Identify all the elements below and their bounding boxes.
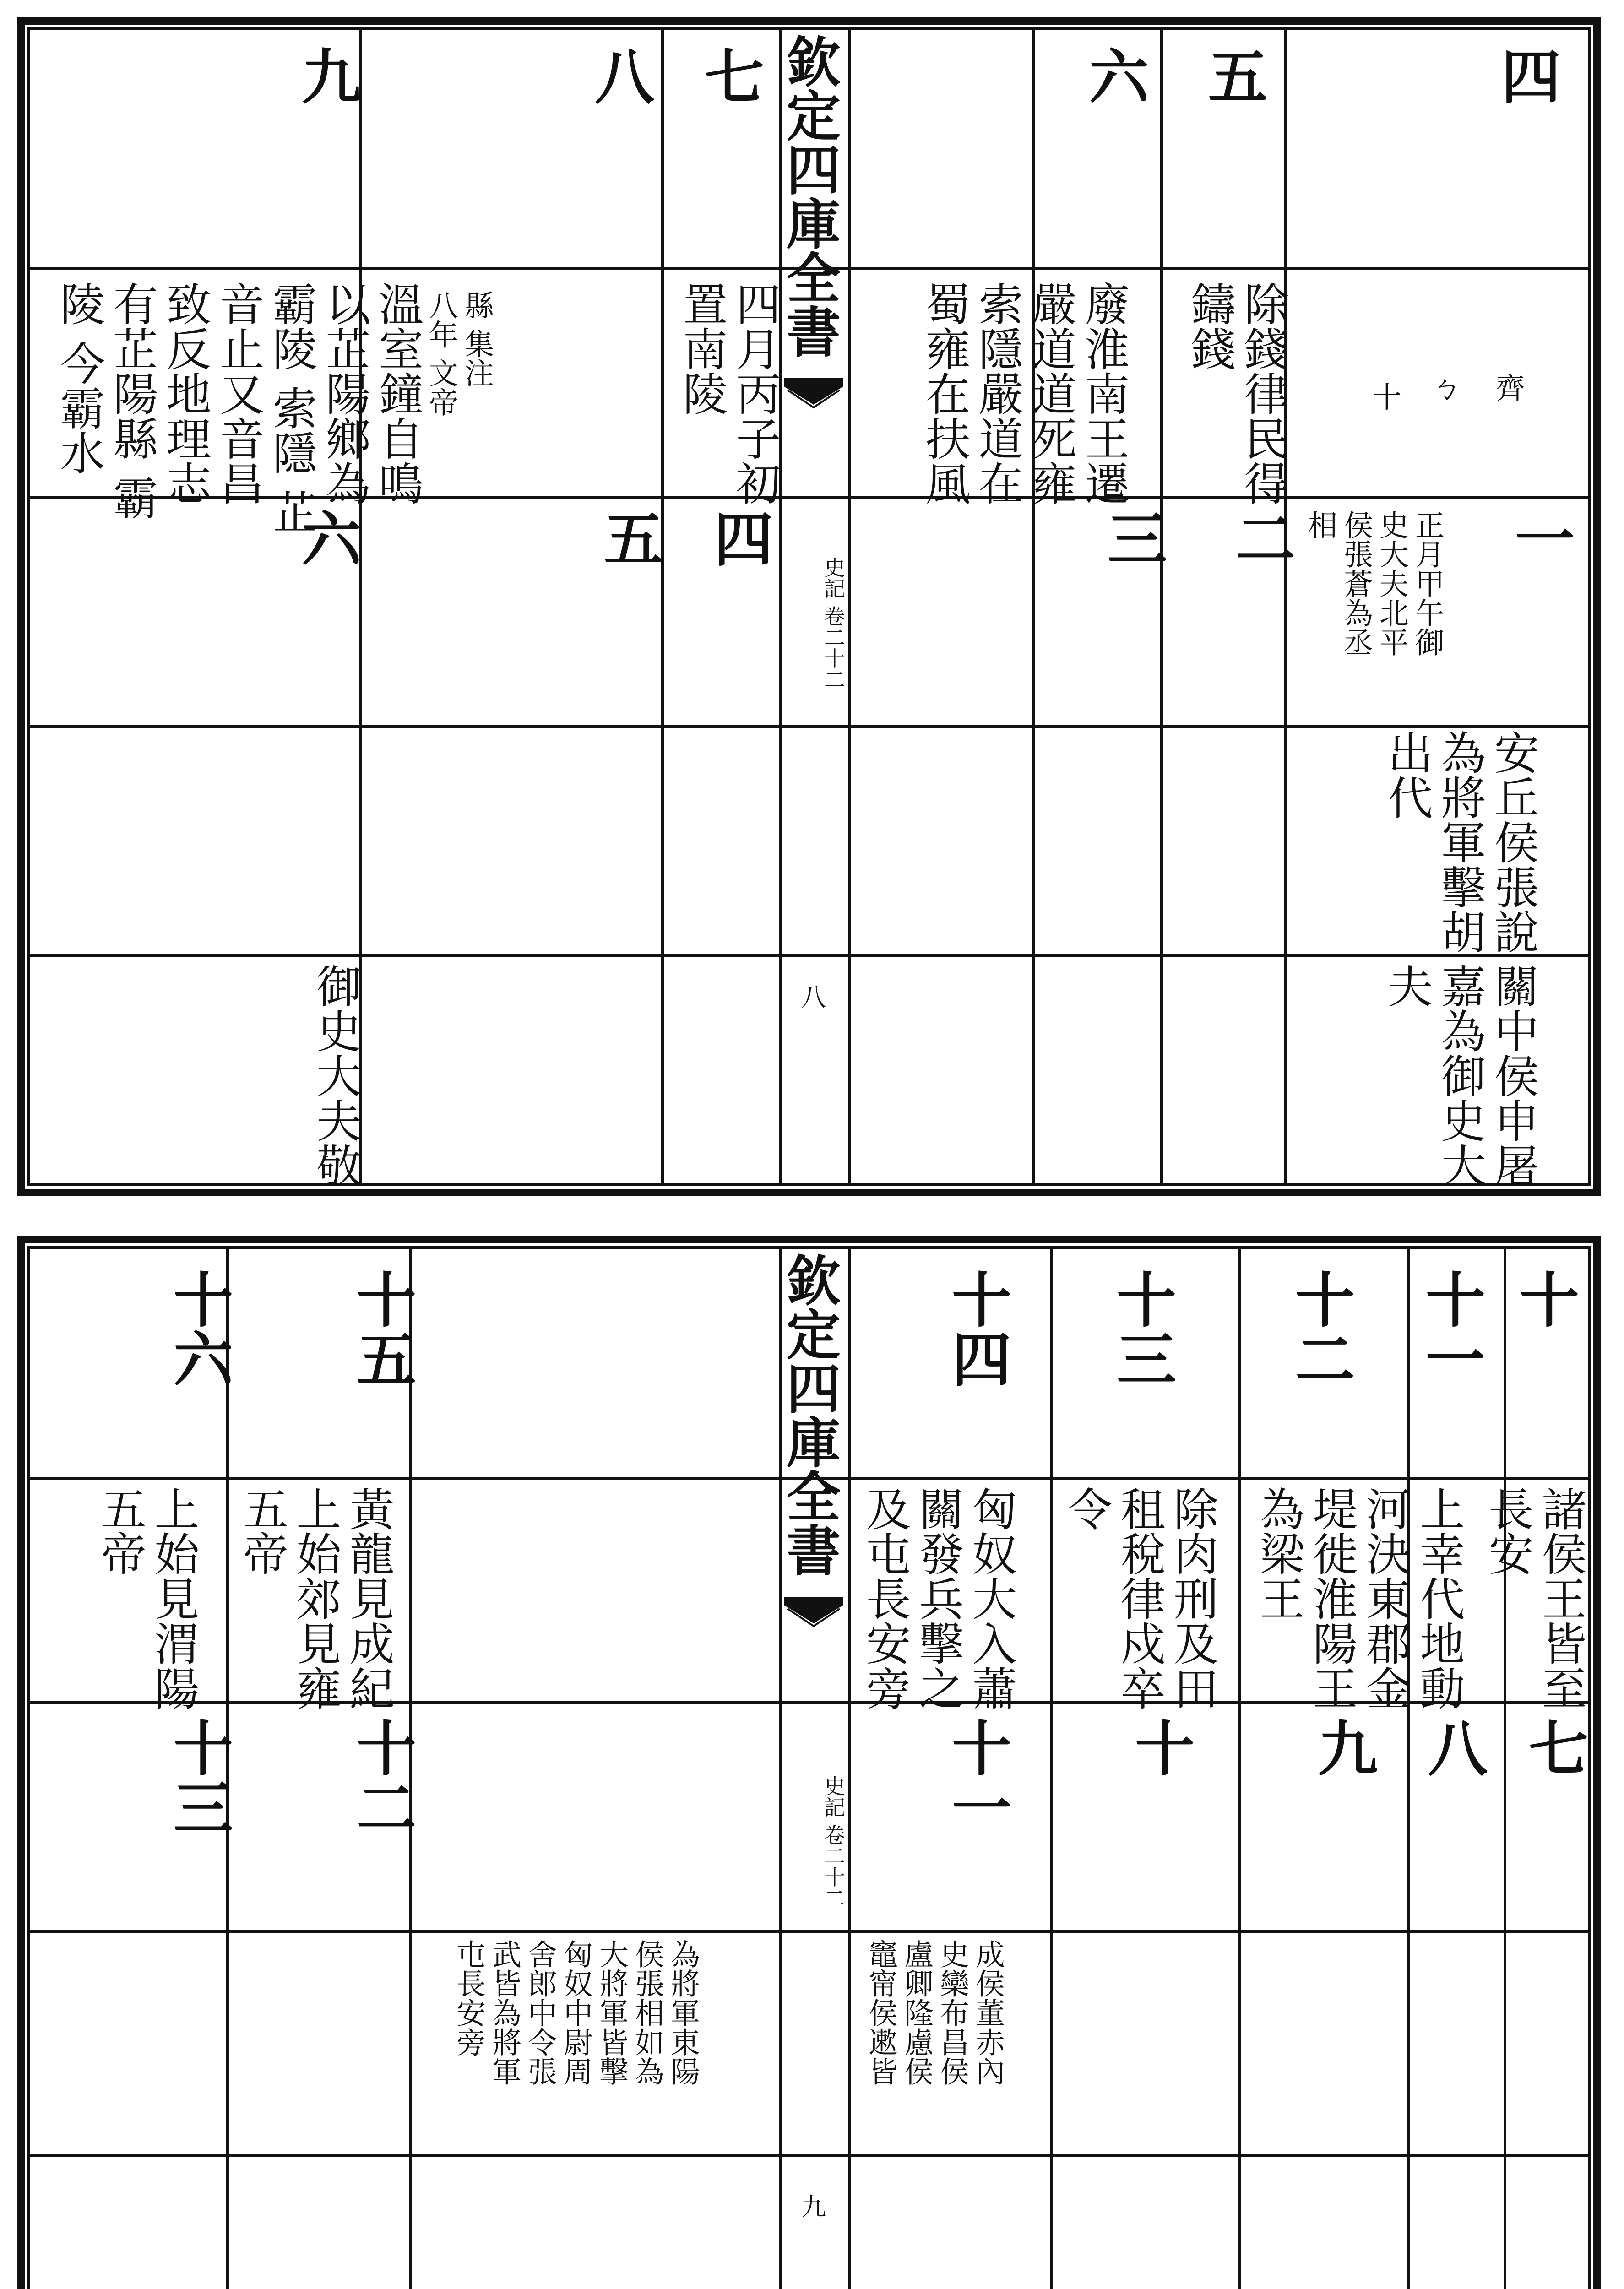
entry-text: 除肉刑及田 租稅律戍卒 令	[1060, 1486, 1218, 1710]
row-number: 十一	[951, 1714, 1011, 1844]
column-number: 八	[594, 42, 654, 112]
column-number: 十五	[356, 1265, 416, 1395]
row-number: 九	[1318, 1714, 1378, 1784]
col-divider	[1238, 1249, 1241, 2289]
center-gutter	[779, 30, 848, 1183]
col-divider	[848, 1249, 851, 2289]
entry-text: 安丘侯張說 為將軍擊胡 出代	[1380, 730, 1539, 954]
fish-tail-icon	[784, 1597, 843, 1629]
bottom-page	[17, 1236, 1601, 2289]
entry-text: 溫室鐘自鳴 以芷陽鄉為 霸陵 索隱 芷 音止又音昌 致反地理志 有芷陽縣 霸 陵 今霸水	[53, 281, 424, 534]
row-number: 八	[1428, 1714, 1488, 1784]
col-divider	[1160, 30, 1163, 1183]
center-gutter	[779, 1249, 848, 2289]
column-number: 十一	[1425, 1265, 1485, 1395]
entry-text: 為將軍東陽 侯張相如為 大將軍皆擊 匈奴中尉周 舍郎中令張 武皆為將軍 屯長安旁	[451, 1939, 700, 2086]
col-divider	[1284, 30, 1287, 1183]
entry-text: 黃龍見成紀 上始郊見雍 五帝	[236, 1486, 394, 1710]
col-divider	[1050, 1249, 1053, 2289]
column-number: 九	[301, 42, 361, 112]
top-page	[17, 17, 1601, 1196]
row-number: 十三	[173, 1714, 233, 1844]
entry-text: 廢淮南王遷 嚴道道死雍 索隱嚴道在 蜀雍在扶風	[918, 281, 1130, 505]
row-number: 十二	[356, 1714, 416, 1844]
entry-text: 十	[1367, 382, 1401, 411]
entry-text: 正月甲午御 史大夫北平 侯張蒼為丞 相	[1303, 510, 1444, 656]
col-divider	[661, 30, 664, 1183]
col-divider	[1032, 30, 1035, 1183]
entry-text: 齊	[1491, 373, 1525, 402]
column-number: 十四	[951, 1265, 1011, 1395]
gutter-title: 欽定四庫全書	[786, 31, 841, 364]
entry-text: 諸侯王皆至 長安	[1481, 1486, 1586, 1710]
gutter-page-number: 八	[801, 983, 826, 1012]
column-number: 五	[1208, 42, 1268, 112]
col-divider	[1407, 1249, 1410, 2289]
column-number: 七	[704, 42, 764, 112]
row-number: 五	[603, 504, 663, 575]
entry-text: 縣 集注 八年 文帝	[424, 290, 494, 417]
col-divider	[1504, 1249, 1506, 2289]
entry-text: 四月丙子初 置南陵	[675, 281, 781, 505]
gutter-volume: 史記 卷二十二	[821, 556, 846, 690]
row-number: 六	[301, 504, 361, 575]
column-number: 四	[1501, 42, 1561, 112]
entry-text: 除錢律民得 鑄錢	[1184, 281, 1289, 505]
column-number: 六	[1089, 42, 1149, 112]
entry-text: 上幸代地動	[1412, 1486, 1465, 1710]
row-number: 七	[1528, 1714, 1588, 1784]
row-number: 四	[713, 504, 773, 575]
fish-tail-icon	[784, 378, 843, 410]
column-number: 十三	[1116, 1265, 1176, 1395]
column-number: 十二	[1295, 1265, 1355, 1395]
entry-text: ㄅ	[1427, 373, 1461, 402]
gutter-title: 欽定四庫全書	[786, 1249, 841, 1583]
entry-text: 關中侯申屠 嘉為御史大 夫	[1380, 963, 1539, 1188]
entry-text: 匈奴大入蕭 關發兵擊之 及屯長安旁	[858, 1486, 1017, 1710]
row-number: 一	[1515, 504, 1575, 575]
row-number: 二	[1235, 504, 1295, 575]
row-number: 三	[1107, 504, 1167, 575]
entry-text: 上始見渭陽 五帝	[94, 1486, 199, 1710]
column-number: 十六	[173, 1265, 233, 1395]
column-number: 十	[1519, 1265, 1579, 1335]
row-number: 十	[1135, 1714, 1195, 1784]
entry-text: 成侯董赤內 史欒布昌侯 盧卿隆慮侯 竈甯侯遬皆	[864, 1939, 1005, 2086]
col-divider	[848, 30, 851, 1183]
gutter-volume: 史記 卷二十二	[821, 1775, 846, 1909]
entry-text: 河決東郡金 堤徙淮陽王 為梁王	[1252, 1486, 1411, 1710]
gutter-page-number: 九	[801, 2192, 826, 2221]
entry-text: 御史大夫敬	[309, 963, 361, 1188]
